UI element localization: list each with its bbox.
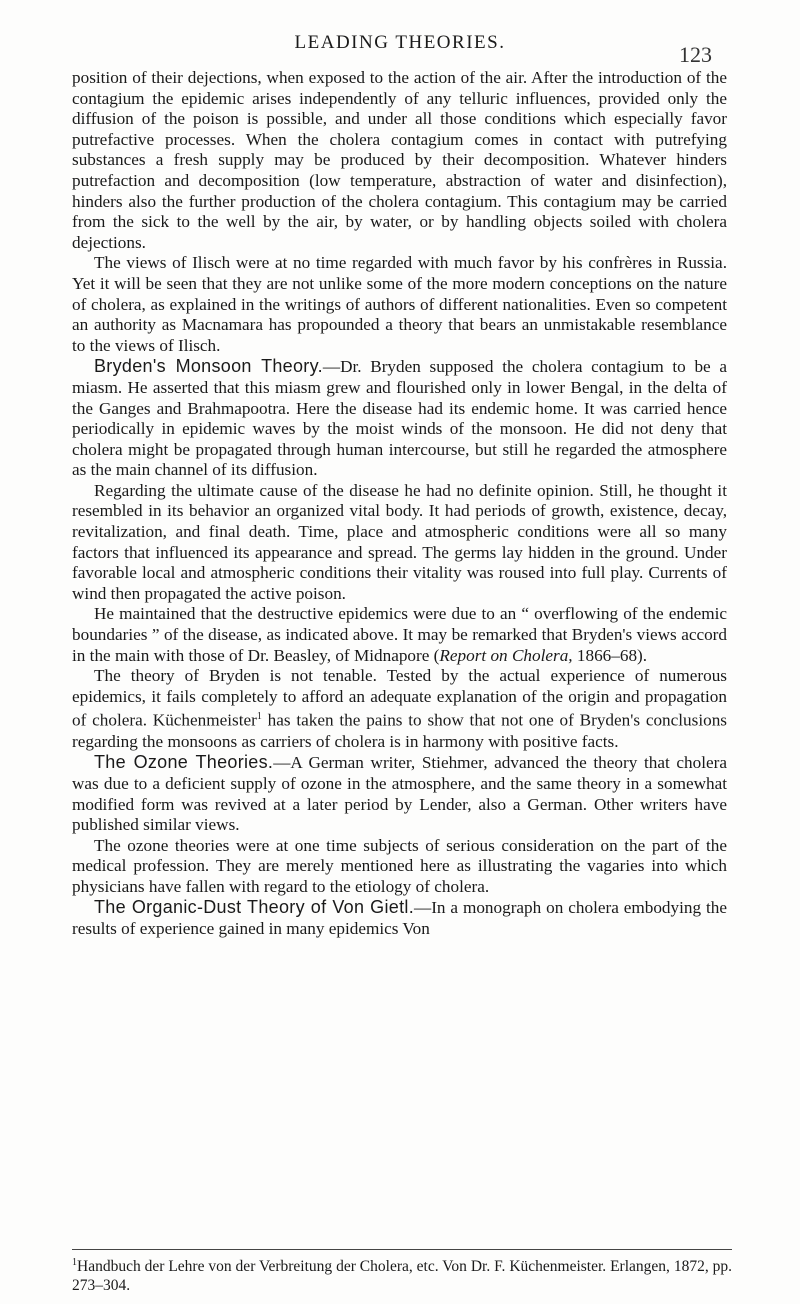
- footnote-marker: 1: [72, 1257, 77, 1268]
- footnote: [72, 1254, 732, 1295]
- paragraph: The views of Ilisch were at no time regarded with much favor by his confrères in Russia. Yet it will be seen that they are not unlike some of the more modern conceptions on the nature of cholera, as explained in the writings of authors of different nationalities. Even so competent an authority as Macnamara has propounded a theory that bears an unmistakable resemblance to the views of Ilisch.: [72, 253, 727, 355]
- italic-citation: Report on Cholera,: [439, 645, 573, 665]
- section-heading-ozone: The Ozone Theories.: [94, 752, 274, 773]
- paragraph: Regarding the ultimate cause of the disease he had no definite opinion. Still, he thought it resembled in its behavior an organized vital body. It had periods of growth, existence, decay, revitalization, and final death. Time, place and atmospheric conditions were all so many factors that influenced its appearance and spread. The germs lay hidden in the ground. Under favorable local and atmospheric conditions their vitality was roused into full play. Currents of wind then propagated the active poison.: [72, 480, 727, 603]
- paragraph-text: has taken the pains to show that not one of Bryden's conclusions regarding the monsoons as carriers of cholera is in harmony with positive facts.: [72, 711, 727, 751]
- paragraph-text: 1866–68).: [572, 645, 648, 665]
- paragraph: position of their dejections, when exposed to the action of the air. After the introduction of the contagium the epidemic arises independently of any telluric influences, provided only the diffusion of the poison is possible, and under all those conditions which especially favor putrefactive processes. When the cholera contagium comes in contact with putrefying substances a fresh supply may be produced by their decomposition. Whatever hinders putrefaction and decomposition (low temperature, abstraction of water and disinfection), hinders also the further production of the cholera contagium. This contagium may be carried from the sick to the well by the air, by water, or by handling objects soiled with cholera dejections.: [72, 68, 727, 252]
- page-number: 123: [679, 42, 712, 67]
- section-heading-bryden: Bryden's Monsoon Theory.: [94, 356, 323, 377]
- footnote-divider: [72, 1249, 732, 1250]
- running-title: LEADING THEORIES.: [294, 32, 506, 53]
- paragraph-text: —A German writer, Stiehmer, advanced the theory that cholera was due to a deficient supply of ozone in the atmosphere, and the same theory in a somewhat modified form was revived at a later period by Lender, also a German. Other writers have published similar views.: [72, 753, 727, 835]
- paragraph-text: —In a monograph on cholera embodying the results of experience gained in many epidemics Von: [72, 898, 727, 939]
- section-heading-von-gietl: The Organic-Dust Theory of Von Gietl.: [94, 897, 414, 918]
- paragraph-text: He maintained that the destructive epidemics were due to an “ overflowing of the endemic boundaries ” of the disease, as indicated above. It may be remarked that Bryden's views accord in the main with those of Dr. Beasley, of Midnapore (: [72, 604, 727, 665]
- footnote-text: Handbuch der Lehre von der Verbreitung der Cholera, etc. Von Dr. F. Küchenmeister. Erlangen, 1872, pp. 273–304.: [72, 1258, 732, 1294]
- paragraph-text: —Dr. Bryden supposed the cholera contagium to be a miasm. He asserted that this miasm grew and flourished only in lower Bengal, in the delta of the Ganges and Brahmapootra. Here the disease had its endemic home. It was carried hence periodically in epidemic waves by the moist winds of the monsoon. He did not deny that cholera might be propagated through human intercourse, but still he regarded the atmosphere as the main channel of its diffusion.: [72, 357, 727, 480]
- paragraph: [72, 356, 727, 481]
- body-text: [72, 68, 727, 940]
- running-head: [0, 24, 800, 67]
- paragraph: [72, 604, 727, 666]
- paragraph: [72, 752, 727, 835]
- paragraph: [72, 666, 727, 752]
- paragraph-text: The theory of Bryden is not tenable. Tested by the actual experience of numerous epidemics, it fails completely to afford an adequate explanation of the origin and propagation of cholera. Küchenmeister: [72, 666, 727, 731]
- footnote-reference: 1: [256, 711, 262, 723]
- paragraph: The ozone theories were at one time subjects of serious consideration on the part of the medical profession. They are merely mentioned here as illustrating the vagaries into which physicians have fallen with regard to the etiology of cholera.: [72, 835, 727, 896]
- paragraph: [72, 897, 727, 939]
